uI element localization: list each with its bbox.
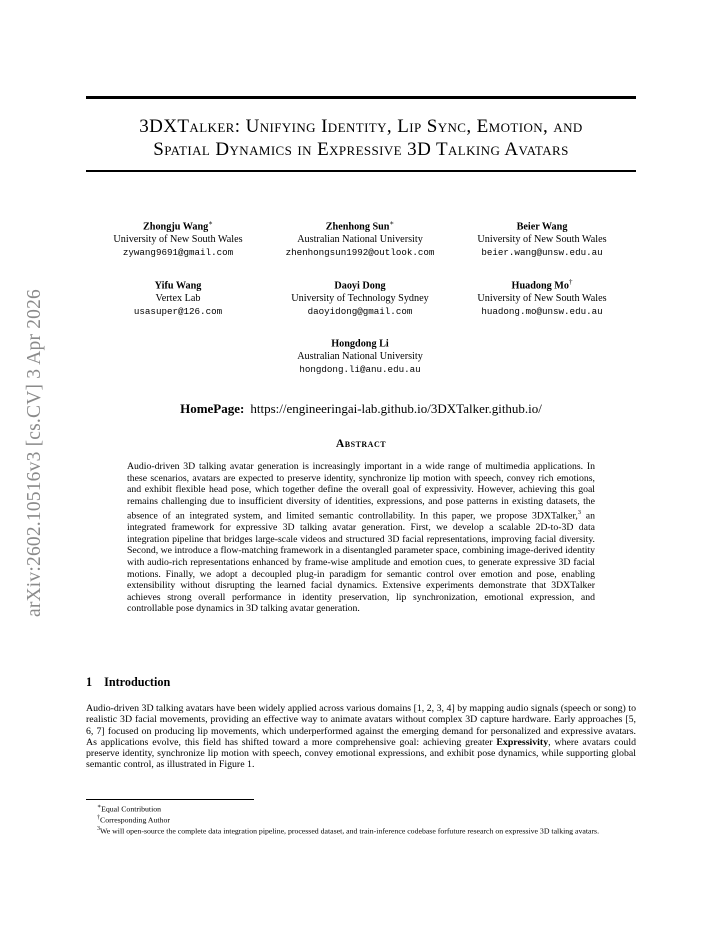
footnote: †Corresponding Author [97, 815, 170, 825]
title-line-2: Spatial Dynamics in Expressive 3D Talking Avatars [153, 139, 569, 160]
footnote-rule [86, 799, 254, 800]
author-affiliation: University of New South Wales [477, 233, 607, 245]
paper-title [86, 115, 636, 161]
author-block [427, 217, 657, 259]
homepage-label: HomePage: [180, 401, 245, 416]
arxiv-sidebar-stamp [22, 268, 48, 638]
author-affiliation: Australian National University [297, 350, 423, 362]
author-name: Zhenhong Sun∗ [325, 219, 395, 233]
footnote: $^3$We will open-source the complete data integration pipeline, processed dataset, and train-inference codebase forfuture research on expressive 3D talking avatars. [97, 826, 600, 836]
homepage-link[interactable]: https://engineeringai-lab.github.io/3DXTalker.github.io/ [250, 401, 542, 416]
author-email[interactable]: usasuper@126.com [133, 305, 223, 317]
author-affiliation: University of Technology Sydney [291, 292, 429, 304]
author-name: Daoyi Dong [334, 280, 386, 292]
emphasis-term: Expressivity [496, 736, 549, 748]
abstract-body: Audio-driven 3D talking avatar generation is increasingly important in a wide range of multimedia applications. In these scenarios, avatars are expected to preserve identity, synchronize lip motion with speech, convey rich emotions, and exhibit flexible head pose, which together define the overall goal of expressivity. However, achieving this goal remains challenging due to insufficient diversity of identities, expressions, and pose patterns in existing datasets, the absence of an integrated system, and limited semantic controllability. In this paper, we propose 3DXTalker,$^3$ an integrated framework for expressive 3D talking avatar generation. First, we develop a scalable 2D-to-3D data integration pipeline that bridges large-scale videos and structured 3D facial representations, improving facial diversity. Second, we introduce a flow-matching framework in a disentangled parameter space, combining image-derived identity with audio-rich representations enhanced by frame-wise amplitude and emotion cues, to generate expressive 3D facial motions. Finally, we adopt a decoupled plug-in paradigm for semantic control over emotion and pose, enabling extensibility without disrupting the learned facial dynamics. Extensive experiments demonstrate that 3DXTalker achieves strong overall performance in identity preservation, lip synchronization, emotional expression, and controllable pose dynamics in 3D talking avatar generation. [127, 461, 595, 615]
title-line-1: 3DXTalker: Unifying Identity, Lip Sync, Emotion, and [139, 116, 583, 137]
author-affiliation: Vertex Lab [155, 292, 201, 304]
author-block [427, 276, 657, 318]
title-top-rule [86, 96, 636, 99]
author-email[interactable]: zywang9691@gmail.com [122, 246, 234, 258]
author-block [245, 334, 475, 376]
section-title: Introduction [104, 675, 171, 689]
author-affiliation: University of New South Wales [477, 292, 607, 304]
author-email[interactable]: hongdong.li@anu.edu.au [299, 363, 421, 375]
author-name: Beier Wang [516, 221, 568, 233]
homepage-line [86, 401, 636, 417]
abstract-heading: Abstract [335, 437, 387, 450]
section-number: 1 [86, 675, 93, 689]
author-email[interactable]: daoyidong@gmail.com [307, 305, 413, 317]
author-affiliation: University of New South Wales [113, 233, 243, 245]
author-email[interactable]: huadong.mo@unsw.edu.au [481, 305, 603, 317]
author-email[interactable]: zhenhongsun1992@outlook.com [285, 246, 435, 258]
footnote-marker[interactable]: 3 [577, 509, 582, 517]
section-heading-introduction [86, 675, 170, 690]
author-name: Hongdong Li [331, 338, 389, 350]
author-email[interactable]: beier.wang@unsw.edu.au [481, 246, 603, 258]
author-name: Huadong Mo† [511, 278, 573, 292]
footnote: ∗Equal Contribution [97, 804, 162, 814]
arxiv-identifier[interactable]: arXiv:2602.10516v3 [cs.CV] 3 Apr 2026 [24, 288, 45, 618]
author-name: Zhongju Wang∗ [143, 219, 213, 233]
introduction-paragraph: Audio-driven 3D talking avatars have been widely applied across various domains [1, 2, 3, 4] by mapping audio signals (speech or song) to realistic 3D facial movements, providing an effective way to animate avatars without complex 3D capture hardware. Early approaches [5, 6, 7] focused on producing lip movements, which underperformed against the emerging demand for personalized and expressive avatars. As applications evolve, this field has shifted toward a more comprehensive goal: achieving greater Expressivity, where avatars could preserve identity, synchronize lip motion with speech, convey emotional expressions, and exhibit pose dynamics, while supporting global semantic control, as illustrated in Figure 1. [86, 703, 636, 771]
title-bottom-rule [86, 170, 636, 172]
author-name: Yifu Wang [154, 280, 202, 292]
author-affiliation: Australian National University [297, 233, 423, 245]
